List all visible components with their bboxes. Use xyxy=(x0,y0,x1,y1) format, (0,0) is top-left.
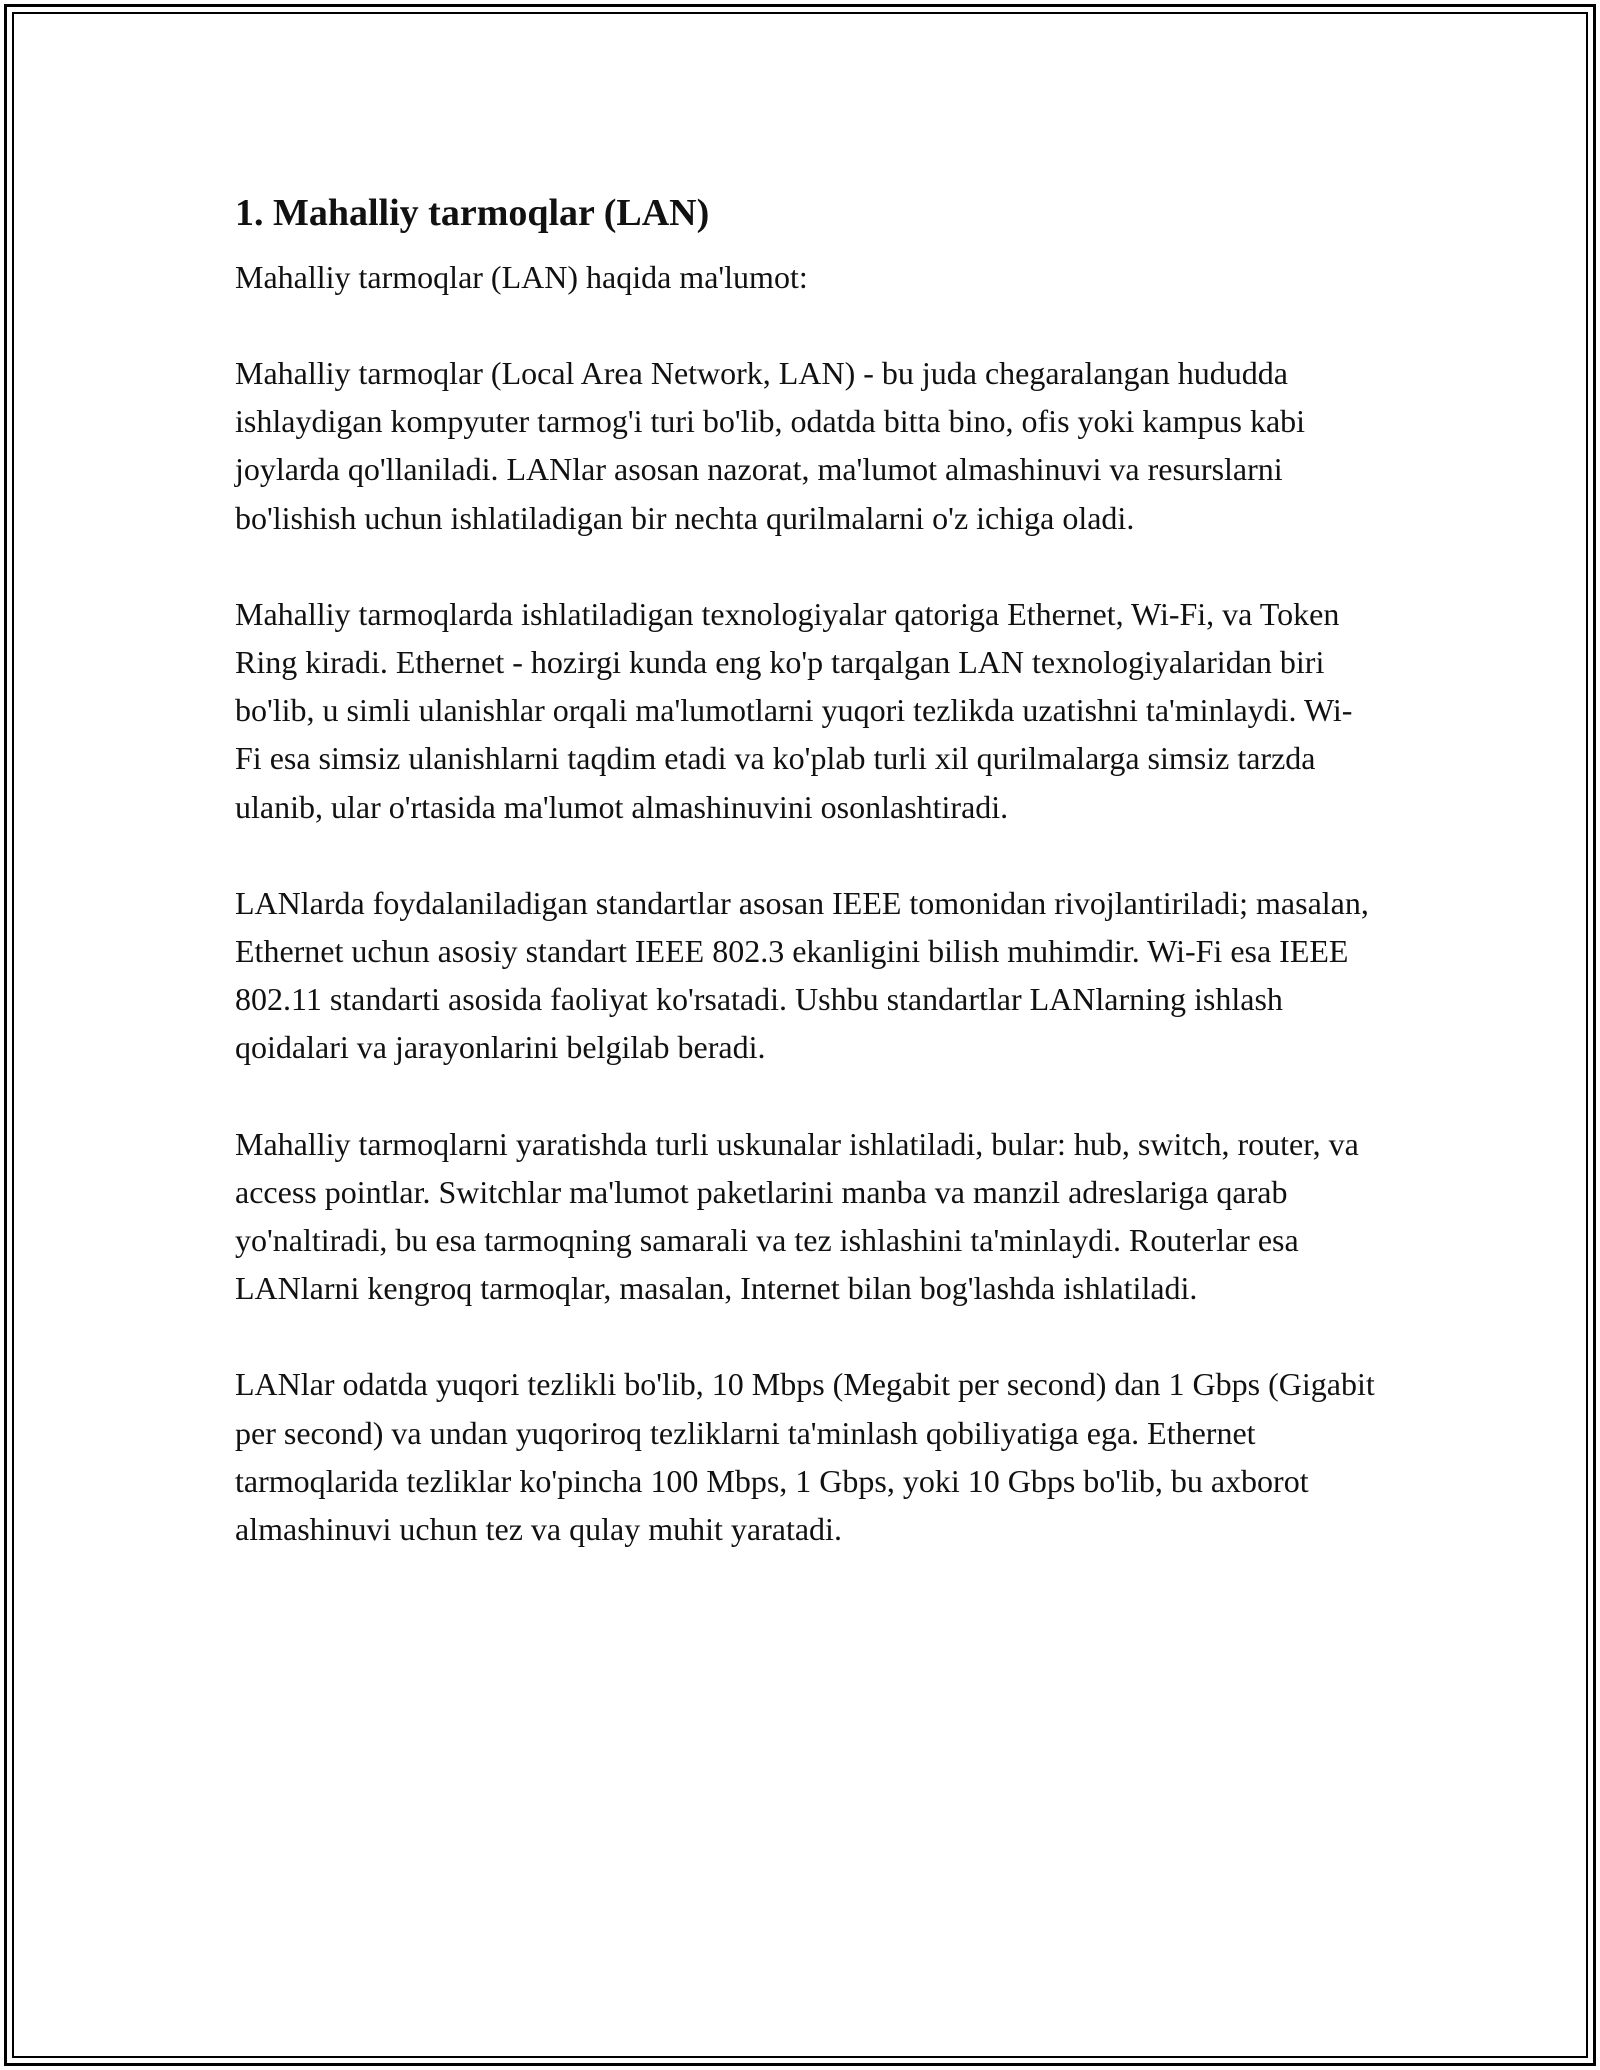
paragraph-equipment: Mahalliy tarmoqlarni yaratishda turli uskunalar ishlatiladi, bular: hub, switch, router, va access pointlar. Switchlar ma'lumot paketlarini manba va manzil adreslariga qarab yo'naltiradi, bu esa tarmoqning samarali va tez ishlashini ta'minlaydi. Routerlar esa LANlarni kengroq tarmoqlar, masalan, Internet bilan bog'lashda ishlatiladi. xyxy=(235,1125,1359,1307)
document-body xyxy=(235,185,1375,1553)
paragraph-definition: Mahalliy tarmoqlar (Local Area Network, LAN) - bu juda chegaralangan hududda ishlaydigan kompyuter tarmog'i turi bo'lib, odatda bitta bino, ofis yoki kampus kabi joylarda qo'llaniladi. LANlar asosan nazorat, ma'lumot almashinuvi va resurslarni bo'lishish uchun ishlatiladigan bir nechta qurilmalarni o'z ichiga oladi. xyxy=(235,355,1306,536)
paragraph-speeds: LANlar odatda yuqori tezlikli bo'lib, 10 Mbps (Megabit per second) dan 1 Gbps (Gigabit per second) va undan yuqoriroq tezliklarni ta'minlash qobiliyatiga ega. Ethernet tarmoqlarida tezliklar ko'pincha 100 Mbps, 1 Gbps, yoki 10 Gbps bo'lib, bu axborot almashinuvi uchun tez va qulay muhit yaratadi. xyxy=(235,1366,1375,1548)
paragraph-technologies: Mahalliy tarmoqlarda ishlatiladigan texnologiyalar qatoriga Ethernet, Wi-Fi, va Token Ring kiradi. Ethernet - hozirgi kunda eng ko'p tarqalgan LAN texnologiyalaridan biri bo'lib, u simli ulanishlar orqali ma'lumotlarni yuqori tezlikda uzatishni ta'minlaydi. Wi-Fi esa simsiz ulanishlarni taqdim etadi va ko'plab turli xil qurilmalarga simsiz tarzda ulanib, ular o'rtasida ma'lumot almashinuvini osonlashtiradi. xyxy=(235,595,1353,825)
intro-line: Mahalliy tarmoqlar (LAN) haqida ma'lumot: xyxy=(235,259,808,295)
page-title: 1. Mahalliy tarmoqlar (LAN) xyxy=(235,192,710,234)
paragraph-standards: LANlarda foydalaniladigan standartlar asosan IEEE tomonidan rivojlantiriladi; masalan, Ethernet uchun asosiy standart IEEE 802.3 ekanligini bilish muhimdir. Wi-Fi esa IEEE 802.11 standarti asosida faoliyat ko'rsatadi. Ushbu standartlar LANlarning ishlash qoidalari va jarayonlarini belgilab beradi. xyxy=(235,884,1369,1066)
